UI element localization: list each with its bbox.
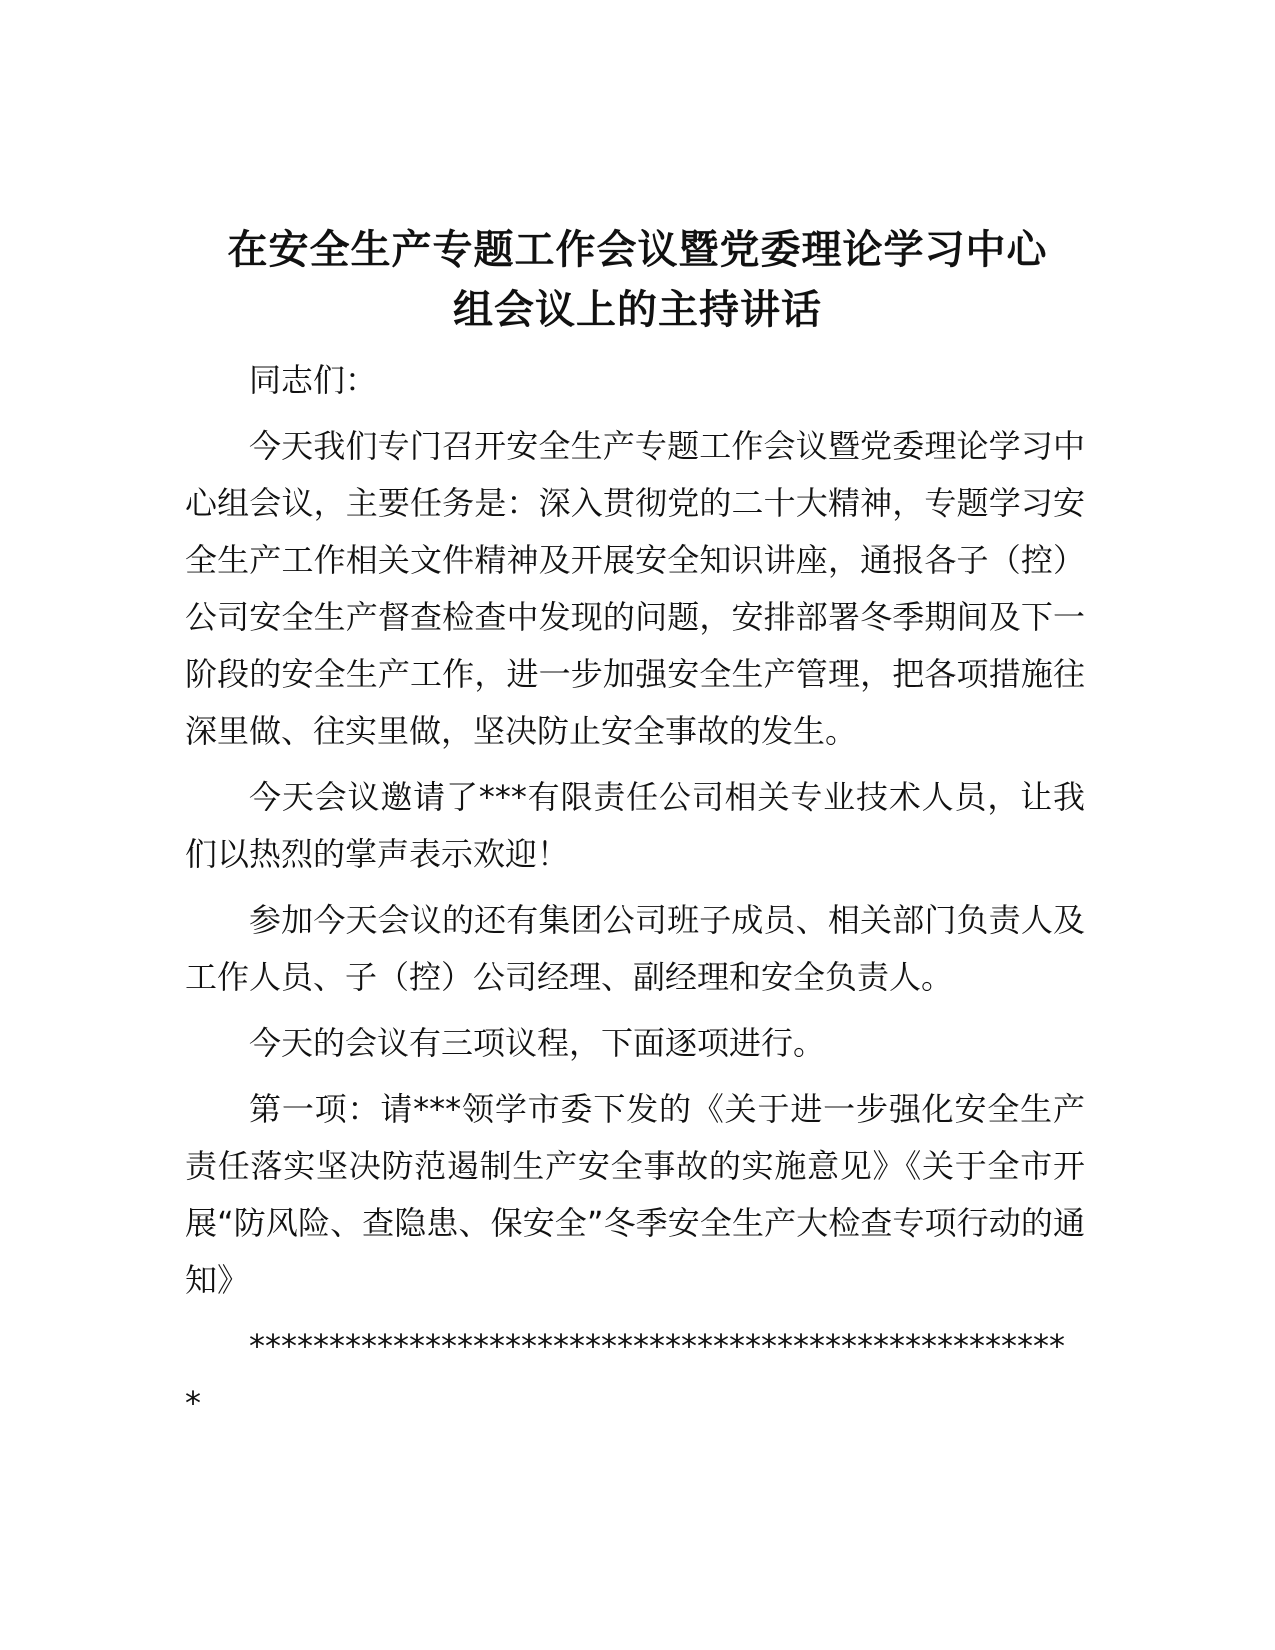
- title-line-1: 在安全生产专题工作会议暨党委理论学习中心: [227, 227, 1048, 273]
- paragraph-agenda: 今天的会议有三项议程，下面逐项进行。: [249, 1024, 826, 1062]
- paragraph-item-one: 第一项：请***领学市委下发的《关于进一步强化安全生产责任落实坚决防范遏制生产安全事故的实施意见》《关于全市开展“防风险、查隐患、保安全”冬季安全生产大检查专项行动的通知》: [185, 1090, 1085, 1299]
- salutation: 同志们：: [249, 361, 378, 399]
- paragraph-meeting-purpose: 今天我们专门召开安全生产专题工作会议暨党委理论学习中心组会议，主要任务是：深入贯彻党的二十大精神，专题学习安全生产工作相关文件精神及开展安全知识讲座，通报各子（控）公司安全生产督查检查中发现的问题，安排部署冬季期间及下一阶段的安全生产工作，进一步加强安全生产管理，把各项措施往深里做、往实里做，坚决防止安全事故的发生。: [185, 427, 1085, 750]
- redacted-asterisk-line: *************************************************** *: [185, 1327, 1065, 1422]
- title-line-2: 组会议上的主持讲话: [453, 287, 822, 333]
- document-title: [170, 220, 1105, 340]
- document-body: [185, 352, 1085, 1441]
- paragraph-invited-guests: 今天会议邀请了***有限责任公司相关专业技术人员，让我们以热烈的掌声表示欢迎！: [185, 778, 1085, 873]
- paragraph-attendees: 参加今天会议的还有集团公司班子成员、相关部门负责人及工作人员、子（控）公司经理、副经理和安全负责人。: [185, 901, 1085, 996]
